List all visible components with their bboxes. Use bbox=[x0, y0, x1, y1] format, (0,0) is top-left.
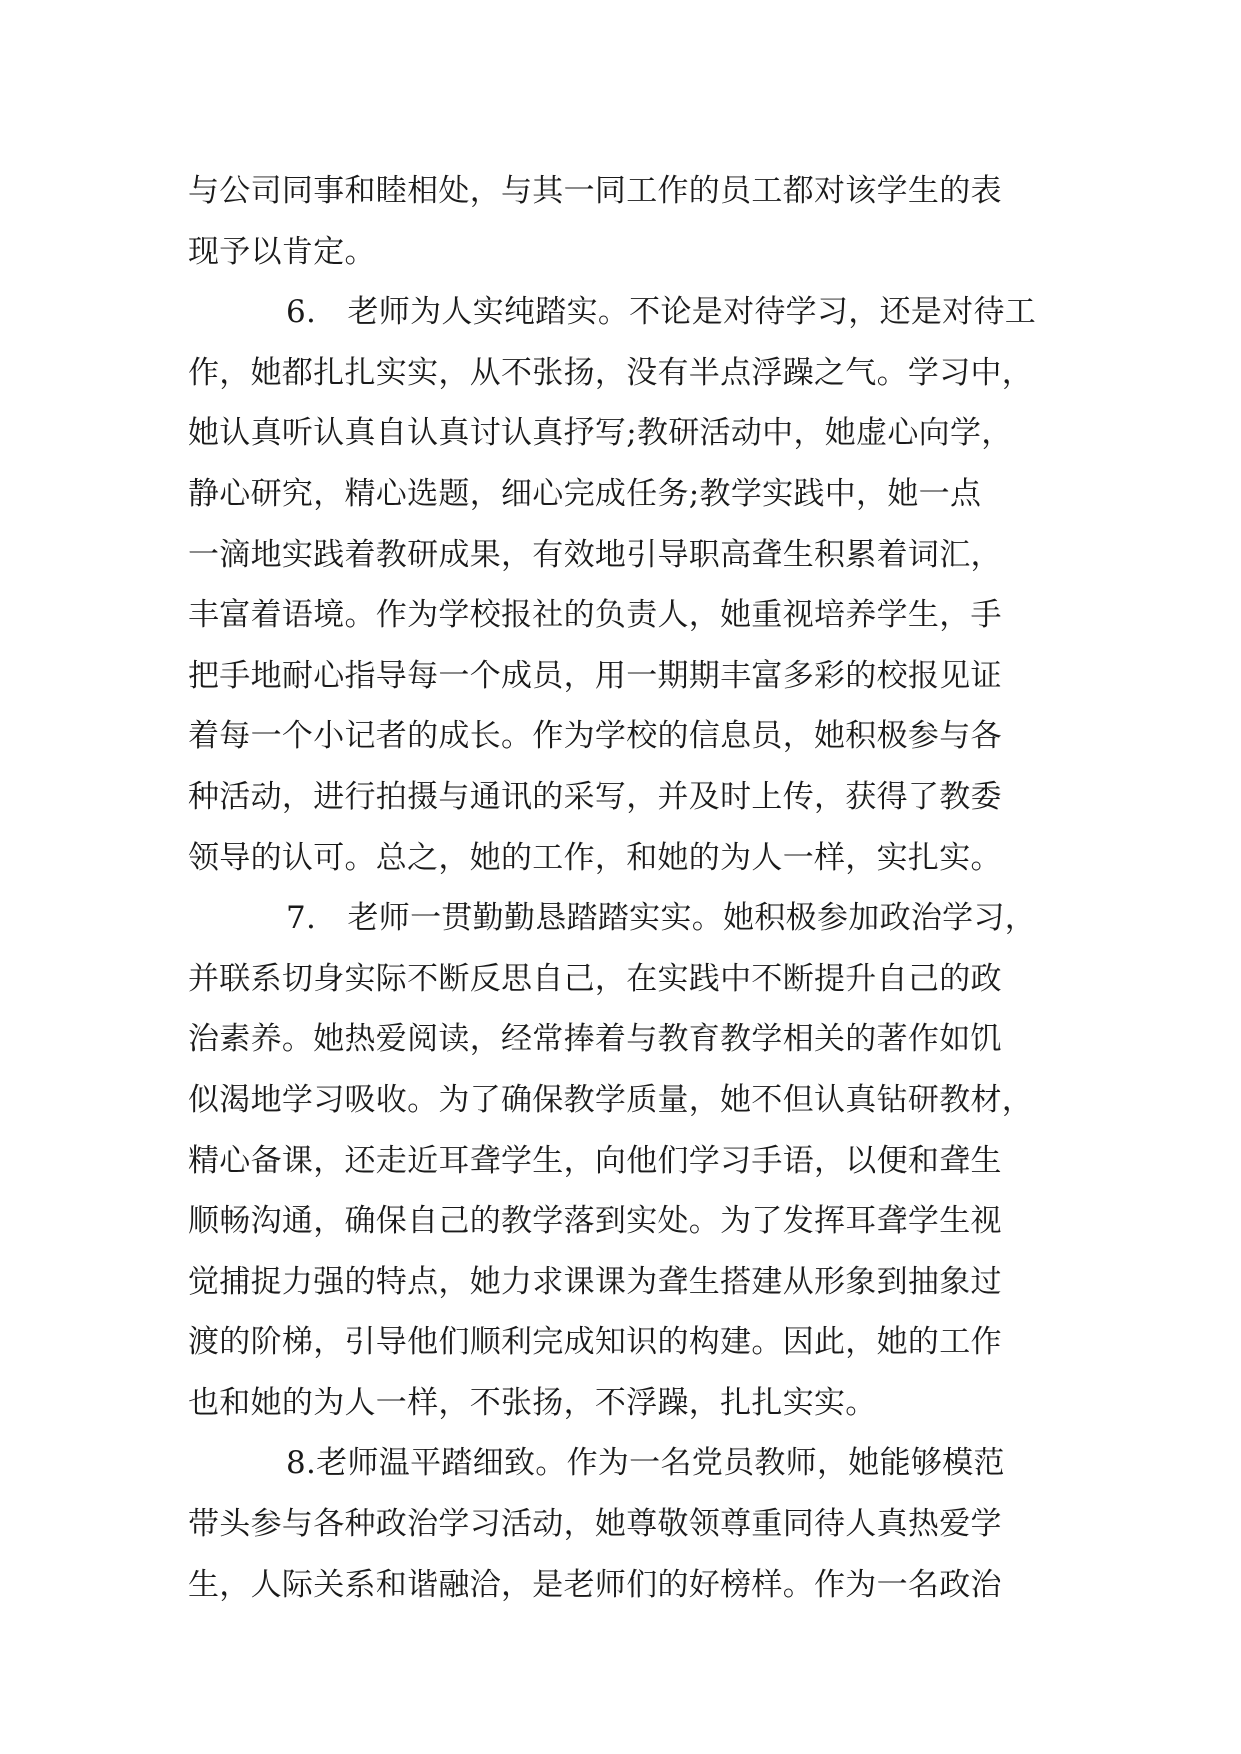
text-line: 精心备课，还走近耳聋学生，向他们学习手语，以便和聋生 bbox=[188, 1142, 1002, 1179]
text-line: 带头参与各种政治学习活动，她尊敬领尊重同待人真热爱学 bbox=[188, 1506, 1002, 1543]
text-line: 并联系切身实际不断反思自己，在实践中不断提升自己的政 bbox=[188, 960, 1002, 997]
text-line: 种活动，进行拍摄与通讯的采写，并及时上传，获得了教委 bbox=[188, 778, 1002, 815]
text-line: 现予以肯定。 bbox=[188, 233, 376, 270]
body-text bbox=[188, 161, 1058, 1615]
text-line-item-6: 6. 老师为人实纯踏实。不论是对待学习，还是对待工 bbox=[286, 294, 1037, 331]
text-line: 顺畅沟通，确保自己的教学落到实处。为了发挥耳聋学生视 bbox=[188, 1203, 1002, 1240]
text-line: 她认真听认真自认真讨认真抒写;教研活动中，她虚心向学， bbox=[188, 415, 1013, 452]
text-line-item-8: 8.老师温平踏细致。作为一名党员教师，她能够模范 bbox=[286, 1445, 1005, 1482]
text-line: 似渴地学习吸收。为了确保教学质量，她不但认真钻研教材， bbox=[188, 1081, 1034, 1118]
text-line: 领导的认可。总之，她的工作，和她的为人一样，实扎实。 bbox=[188, 839, 1002, 876]
text-line: 觉捕捉力强的特点，她力求课课为聋生搭建从形象到抽象过 bbox=[188, 1263, 1002, 1300]
text-line: 一滴地实践着教研成果，有效地引导职高聋生积累着词汇， bbox=[188, 536, 1002, 573]
text-line: 丰富着语境。作为学校报社的负责人，她重视培养学生，手 bbox=[188, 597, 1002, 634]
text-line: 着每一个小记者的成长。作为学校的信息员，她积极参与各 bbox=[188, 718, 1002, 755]
text-line: 把手地耐心指导每一个成员，用一期期丰富多彩的校报见证 bbox=[188, 657, 1002, 694]
text-line: 渡的阶梯，引导他们顺利完成知识的构建。因此，她的工作 bbox=[188, 1324, 1002, 1361]
text-line: 生，人际关系和谐融洽，是老师们的好榜样。作为一名政治 bbox=[188, 1566, 1002, 1603]
text-line: 作，她都扎扎实实，从不张扬，没有半点浮躁之气。学习中， bbox=[188, 354, 1034, 391]
text-line: 治素养。她热爱阅读，经常捧着与教育教学相关的著作如饥 bbox=[188, 1021, 1002, 1058]
text-line: 与公司同事和睦相处，与其一同工作的员工都对该学生的表 bbox=[188, 173, 1002, 209]
text-line: 也和她的为人一样，不张扬，不浮躁，扎扎实实。 bbox=[188, 1384, 877, 1421]
text-line-item-7: 7. 老师一贯勤勤恳踏踏实实。她积极参加政治学习， bbox=[286, 900, 1037, 937]
text-line: 静心研究，精心选题，细心完成任务;教学实践中，她一点 bbox=[188, 475, 982, 512]
